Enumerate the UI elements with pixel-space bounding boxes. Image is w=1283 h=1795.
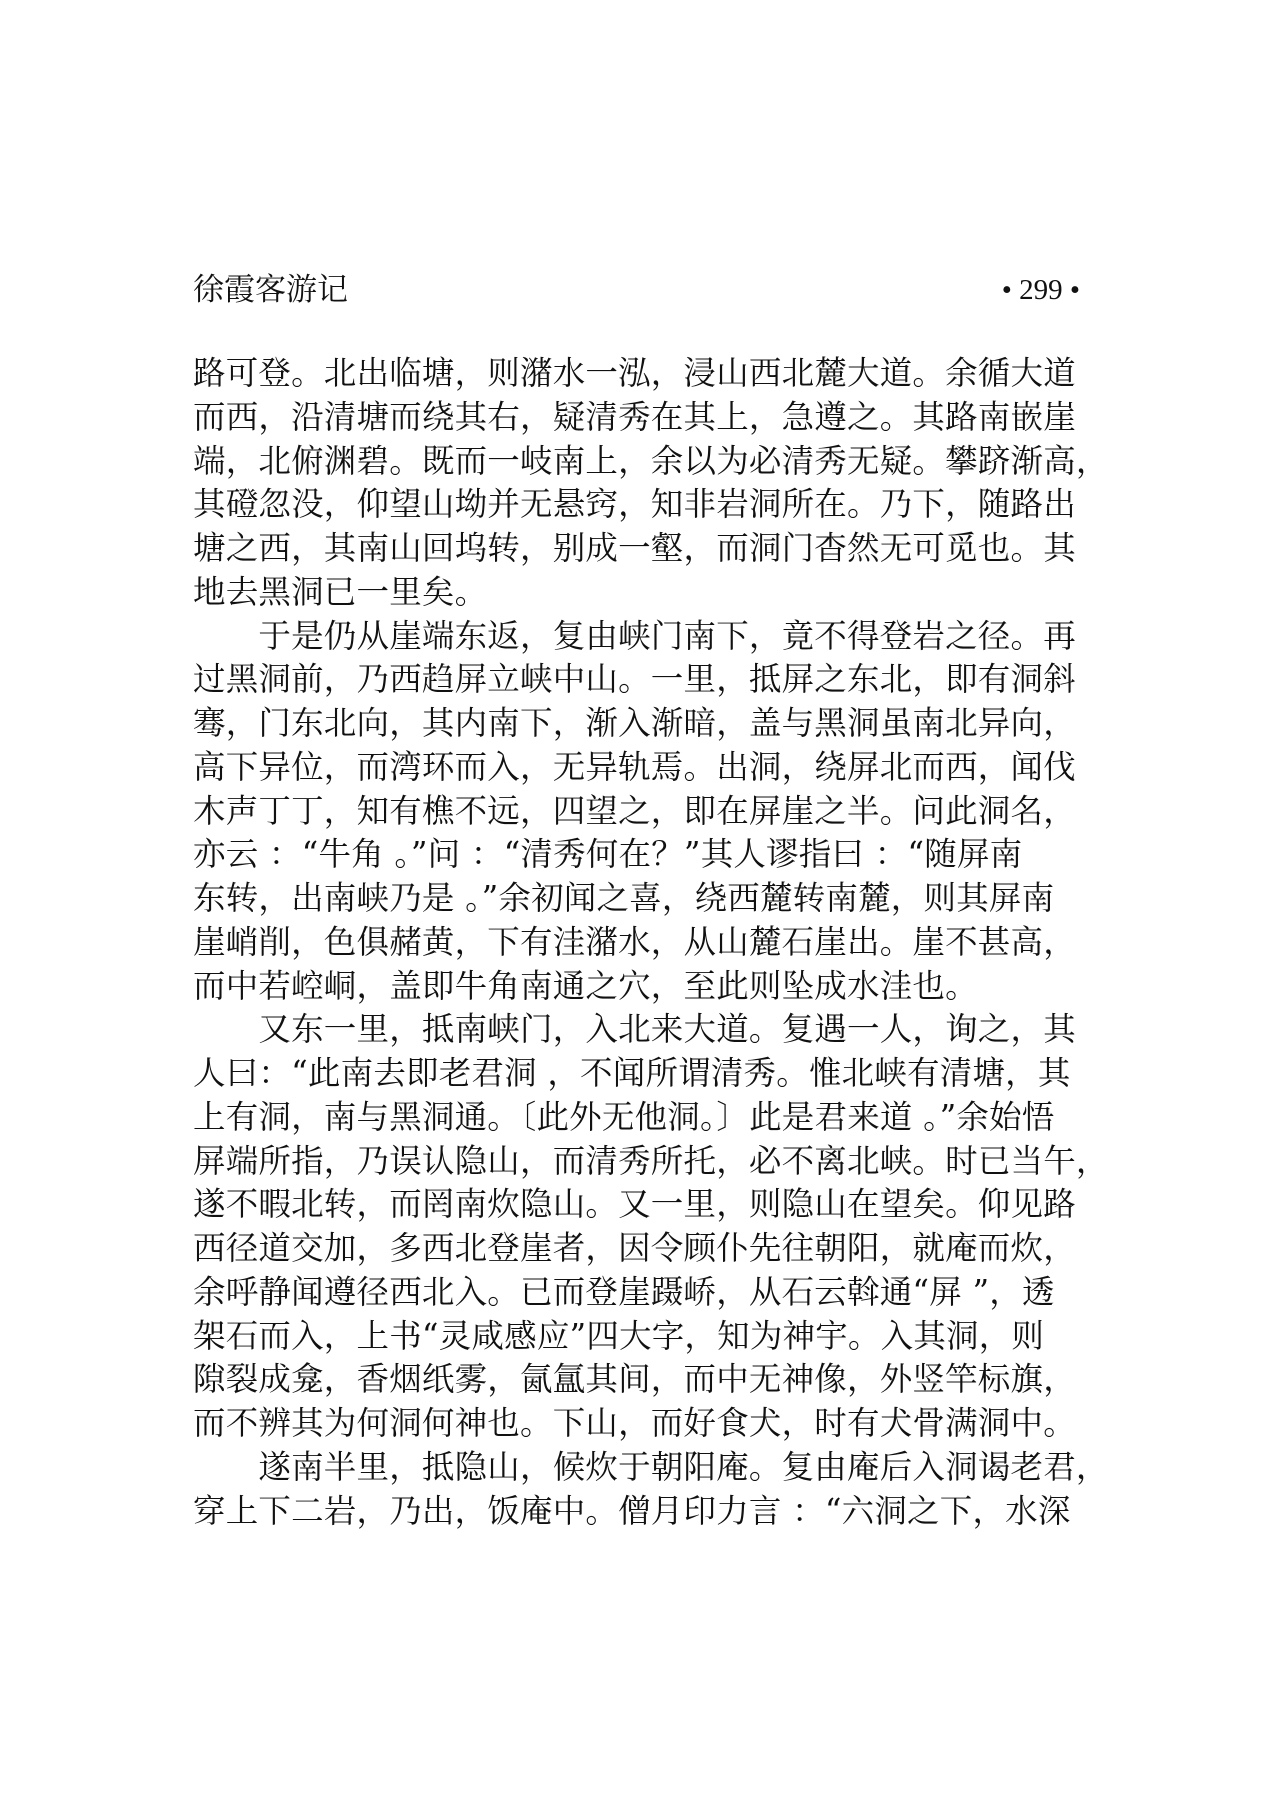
text-line: 屏端所指，乃误认隐山，而清秀所托，必不离北峡。时已当午， xyxy=(193,1141,1109,1180)
text-line: 端，北俯渊碧。既而一岐南上，余以为必清秀无疑。攀跻渐高， xyxy=(193,441,1109,480)
text-line: 过黑洞前，乃西趋屏立峡中山。一里，抵屏之东北，即有洞斜 xyxy=(193,660,1076,699)
text-line: 亦云 ：“牛角 。”问 ：“清秀何在？”其人谬指曰 ：“随屏南 xyxy=(193,835,1023,874)
text-line: 崖峭削，色俱赭黄，下有洼潴水，从山麓石崖出。崖不甚高， xyxy=(193,922,1076,961)
text-line: 木声丁丁，知有樵不远，四望之，即在屏崖之半。问此洞名， xyxy=(193,791,1076,830)
book-title: 徐霞客游记 xyxy=(193,272,348,308)
text-line: 架石而入，上书“灵咸感应”四大字，知为神宇。入其洞，则 xyxy=(193,1316,1045,1355)
running-header xyxy=(193,268,1080,312)
text-line: 骞，门东北向，其内南下，渐入渐暗，盖与黑洞虽南北异向， xyxy=(193,704,1076,742)
text-line: 其磴忽没，仰望山坳并无悬窍，知非岩洞所在。乃下，随路出 xyxy=(193,485,1076,524)
text-line: 余呼静闻遵径西北入。已而登崖蹑峤，从石云斡通“屏 ”，透 xyxy=(193,1272,1055,1311)
text-line: 人曰：“此南去即老君洞 ，不闻所谓清秀。惟北峡有清塘，其 xyxy=(193,1054,1071,1092)
text-line: 而西，沿清塘而绕其右，疑清秀在其上，急遵之。其路南嵌崖 xyxy=(193,397,1076,436)
text-line: 塘之西，其南山回坞转，别成一壑，而洞门杳然无可觅也。其 xyxy=(193,529,1076,567)
text-line: 于是仍从崖端东返，复由峡门南下，竟不得登岩之径。再 xyxy=(193,616,1076,655)
text-line: 又东一里，抵南峡门，入北来大道。复遇一人，询之，其 xyxy=(193,1010,1076,1049)
text-line: 穿上下二岩，乃出，饭庵中。僧月印力言 ：“六洞之下，水深 xyxy=(193,1491,1071,1530)
text-line: 隙裂成龛，香烟纸雾，氤氲其间，而中无神像，外竖竿标旗， xyxy=(193,1360,1076,1399)
text-line: 东转，出南峡乃是 。”余初闻之喜，绕西麓转南麓，则其屏南 xyxy=(193,879,1055,917)
text-line: 而不辨其为何洞何神也。下山，而好食犬，时有犬骨满洞中。 xyxy=(193,1404,1076,1442)
text-line: 路可登。北出临塘，则潴水一泓，浸山西北麓大道。余循大道 xyxy=(193,354,1076,392)
body-text xyxy=(193,352,1109,1533)
text-line: 而中若崆峒，盖即牛角南通之穴，至此则坠成水洼也。 xyxy=(193,966,978,1005)
text-line: 西径道交加，多西北登崖者，因令顾仆先往朝阳，就庵而炊， xyxy=(193,1229,1076,1267)
text-line: 高下异位，而湾环而入，无异轨焉。出洞，绕屏北而西，闻伐 xyxy=(193,747,1076,786)
text-line: 地去黑洞已一里矣。 xyxy=(193,572,488,611)
page-number: • 299 • xyxy=(1001,274,1080,306)
text-line: 遂南半里，抵隐山，候炊于朝阳庵。复由庵后入洞谒老君， xyxy=(193,1447,1109,1486)
text-line: 上有洞，南与黑洞通。〔此外无他洞。〕此是君来道 。”余始悟 xyxy=(193,1097,1055,1136)
text-line: 遂不暇北转，而罔南炊隐山。又一里，则隐山在望矣。仰见路 xyxy=(193,1185,1076,1224)
